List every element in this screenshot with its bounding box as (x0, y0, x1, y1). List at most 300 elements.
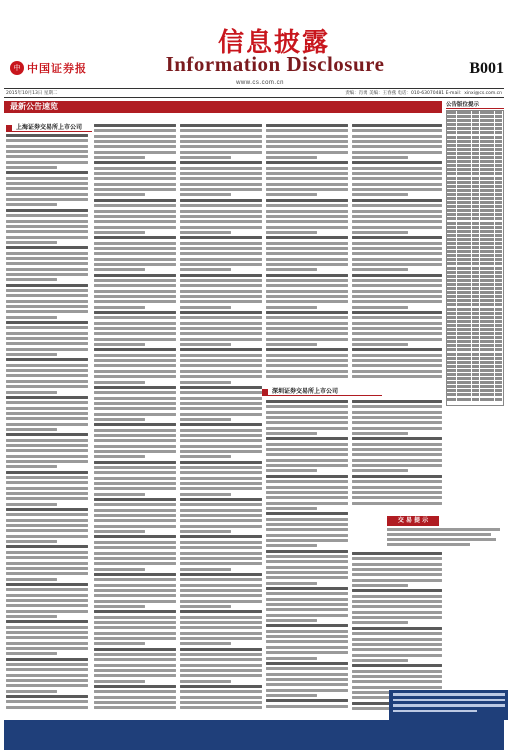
text-line (94, 140, 176, 143)
text-line (6, 578, 57, 581)
table-cell (495, 156, 502, 159)
text-column-5b (352, 400, 442, 510)
table-row (447, 189, 503, 192)
text-line (180, 610, 262, 613)
text-line (94, 535, 176, 538)
table-cell (457, 299, 471, 302)
text-line (94, 279, 176, 282)
text-line (94, 519, 176, 522)
text-line (6, 220, 88, 223)
text-line (180, 145, 262, 148)
section-header: 最新公告速览 (4, 101, 442, 113)
text-line (94, 167, 176, 170)
text-line (352, 632, 442, 635)
table-cell (495, 115, 502, 118)
text-line (6, 428, 57, 431)
table-cell (447, 193, 456, 196)
text-line (180, 407, 262, 410)
table-cell (447, 361, 456, 364)
table-row (447, 131, 503, 134)
text-line (180, 455, 231, 458)
table-cell (457, 291, 471, 294)
notice-position-table (446, 110, 504, 406)
text-line (266, 416, 348, 419)
text-line (94, 407, 176, 410)
text-line (266, 405, 348, 408)
table-cell (480, 168, 494, 171)
text-line (352, 204, 442, 207)
text-line (266, 699, 348, 702)
table-cell (457, 385, 471, 388)
table-cell (472, 172, 480, 175)
table-cell (480, 344, 494, 347)
table-cell (472, 344, 480, 347)
table-cell (480, 181, 494, 184)
text-line (266, 247, 348, 250)
table-cell (495, 287, 502, 290)
text-line (266, 608, 348, 611)
website-link[interactable]: www.cs.com.cn (236, 80, 284, 86)
text-line (352, 486, 442, 489)
table-cell (495, 373, 502, 376)
text-line (266, 560, 348, 563)
table-row (447, 164, 503, 167)
table-cell (480, 324, 494, 327)
text-line (94, 247, 176, 250)
table-row (447, 246, 503, 249)
text-line (94, 632, 176, 635)
table-cell (447, 205, 456, 208)
text-line (6, 342, 88, 345)
text-line (266, 188, 348, 191)
text-line (352, 311, 442, 314)
text-line (180, 188, 262, 191)
text-line (180, 519, 262, 522)
text-line (352, 448, 442, 451)
table-cell (457, 185, 471, 188)
text-line (180, 642, 231, 645)
text-line (352, 459, 442, 462)
table-cell (495, 136, 502, 139)
text-line (352, 659, 408, 662)
text-line (180, 701, 262, 704)
table-cell (447, 295, 456, 298)
table-cell (457, 177, 471, 180)
text-line (6, 241, 57, 244)
text-line (94, 354, 176, 357)
page-number: B001 (469, 60, 504, 77)
table-cell (472, 234, 480, 237)
text-line (266, 512, 348, 515)
text-line (266, 635, 348, 638)
text-line (180, 268, 231, 271)
table-cell (480, 348, 494, 351)
text-line (6, 460, 88, 463)
text-line (94, 284, 176, 287)
text-line (94, 664, 176, 667)
text-line (352, 595, 442, 598)
text-line (180, 439, 262, 442)
text-line (94, 156, 145, 159)
table-cell (495, 389, 502, 392)
table-cell (495, 119, 502, 122)
text-line (266, 411, 348, 414)
table-row (447, 234, 503, 237)
table-row (447, 168, 503, 171)
text-line (180, 231, 231, 234)
text-line (94, 487, 176, 490)
text-line (6, 278, 57, 281)
table-cell (457, 324, 471, 327)
text-line (352, 167, 442, 170)
text-line (180, 418, 231, 421)
text-line (6, 214, 88, 217)
text-line (352, 327, 442, 330)
table-row (447, 119, 503, 122)
table-cell (495, 365, 502, 368)
text-line (352, 680, 442, 683)
text-line (94, 541, 176, 544)
text-line (6, 481, 88, 484)
text-line (180, 482, 262, 485)
text-column-4 (266, 124, 348, 382)
table-cell (495, 172, 502, 175)
table-row (447, 156, 503, 159)
text-line (352, 670, 442, 673)
text-line (352, 151, 442, 154)
table-cell (480, 340, 494, 343)
text-line (266, 619, 317, 622)
table-cell (480, 140, 494, 143)
table-cell (495, 299, 502, 302)
table-cell (447, 279, 456, 282)
text-line (6, 556, 88, 559)
text-line (180, 167, 262, 170)
text-line (180, 295, 262, 298)
table-cell (447, 136, 456, 139)
text-line (180, 263, 262, 266)
text-line (266, 437, 348, 440)
text-line (6, 391, 57, 394)
table-cell (472, 295, 480, 298)
table-cell (495, 140, 502, 143)
text-line (94, 605, 145, 608)
table-cell (472, 373, 480, 376)
text-line (180, 584, 262, 587)
table-cell (447, 156, 456, 159)
text-line (6, 594, 88, 597)
text-line (266, 544, 317, 547)
text-line (352, 579, 442, 582)
table-cell (457, 197, 471, 200)
tip-text (387, 528, 505, 550)
text-line (6, 401, 88, 404)
text-line (352, 193, 408, 196)
table-cell (447, 340, 456, 343)
text-line (180, 300, 262, 303)
table-cell (472, 328, 480, 331)
table-row (447, 123, 503, 126)
text-line (266, 348, 348, 351)
text-line (352, 284, 442, 287)
text-line (180, 306, 231, 309)
text-line (266, 453, 348, 456)
text-line (352, 464, 442, 467)
text-line (94, 183, 176, 186)
text-line (266, 375, 348, 378)
text-line (266, 443, 348, 446)
text-line (266, 571, 348, 574)
table-cell (457, 328, 471, 331)
text-line (6, 209, 88, 212)
table-cell (495, 152, 502, 155)
text-line (180, 658, 262, 661)
table-cell (447, 140, 456, 143)
text-line (94, 466, 176, 469)
table-cell (480, 385, 494, 388)
text-line (94, 455, 145, 458)
text-line (94, 290, 176, 293)
table-cell (447, 324, 456, 327)
text-line (6, 412, 88, 415)
advertisement-banner[interactable] (4, 720, 504, 750)
text-line (180, 172, 262, 175)
table-row (447, 312, 503, 315)
table-cell (495, 295, 502, 298)
text-line (266, 364, 348, 367)
text-line (94, 514, 176, 517)
text-line (352, 416, 442, 419)
text-line (6, 385, 88, 388)
text-line (6, 700, 88, 703)
table-cell (447, 148, 456, 151)
table-cell (472, 299, 480, 302)
text-line (94, 434, 176, 437)
text-line (266, 129, 348, 132)
text-line (266, 322, 348, 325)
text-line (352, 300, 442, 303)
table-cell (495, 316, 502, 319)
text-line (94, 402, 176, 405)
text-line (6, 492, 88, 495)
text-column-5 (352, 124, 442, 382)
text-line (6, 668, 88, 671)
text-line (6, 369, 88, 372)
table-cell (495, 308, 502, 311)
text-column-1 (6, 134, 88, 714)
text-line (266, 614, 348, 617)
text-line (94, 391, 176, 394)
text-line (6, 348, 88, 351)
text-line (180, 274, 262, 277)
text-line (180, 226, 262, 229)
text-line (352, 172, 442, 175)
table-cell (480, 262, 494, 265)
text-line (352, 252, 442, 255)
text-line (6, 155, 88, 158)
table-cell (472, 271, 480, 274)
table-cell (480, 393, 494, 396)
table-row (447, 365, 503, 368)
table-cell (495, 250, 502, 253)
table-cell (472, 377, 480, 380)
text-line (180, 461, 262, 464)
text-line (266, 518, 348, 521)
table-cell (447, 267, 456, 270)
table-cell (447, 131, 456, 134)
table-cell (457, 332, 471, 335)
text-line (352, 210, 442, 213)
text-line (180, 477, 262, 480)
text-line (180, 685, 262, 688)
text-line (352, 354, 442, 357)
text-line (180, 509, 262, 512)
table-row (447, 254, 503, 257)
text-line (6, 182, 88, 185)
text-line (6, 225, 88, 228)
table-cell (495, 226, 502, 229)
table-cell (457, 393, 471, 396)
text-line (352, 338, 442, 341)
text-line (94, 268, 145, 271)
text-line (6, 503, 57, 506)
table-cell (472, 324, 480, 327)
table-cell (480, 111, 494, 114)
text-line (180, 546, 262, 549)
table-row (447, 267, 503, 270)
table-cell (472, 222, 480, 225)
text-line (352, 480, 442, 483)
text-line (94, 231, 145, 234)
table-cell (447, 398, 456, 401)
text-line (6, 449, 88, 452)
text-line (6, 529, 88, 532)
table-cell (480, 172, 494, 175)
text-line (6, 380, 88, 383)
newspaper-logo[interactable] (10, 60, 94, 76)
text-line (352, 161, 442, 164)
text-line (266, 667, 348, 670)
table-cell (457, 381, 471, 384)
table-cell (480, 283, 494, 286)
text-line (180, 135, 262, 138)
table-cell (447, 336, 456, 339)
text-line (6, 177, 88, 180)
text-line (6, 610, 88, 613)
text-line (266, 306, 317, 309)
table-cell (472, 119, 480, 122)
text-line (180, 696, 262, 699)
table-cell (472, 316, 480, 319)
text-line (180, 375, 262, 378)
text-line (266, 624, 348, 627)
table-cell (447, 127, 456, 130)
table-cell (472, 160, 480, 163)
table-cell (457, 205, 471, 208)
table-cell (480, 389, 494, 392)
table-cell (457, 308, 471, 311)
table-cell (472, 230, 480, 233)
table-row (447, 283, 503, 286)
table-cell (457, 320, 471, 323)
text-line (266, 183, 348, 186)
text-column-4b (266, 400, 348, 714)
table-cell (472, 389, 480, 392)
table-cell (457, 136, 471, 139)
text-line (266, 598, 348, 601)
text-line (94, 573, 176, 576)
table-cell (480, 258, 494, 261)
text-line (180, 690, 262, 693)
table-row (447, 348, 503, 351)
text-line (94, 648, 176, 651)
table-row (447, 172, 503, 175)
text-line (94, 193, 145, 196)
text-line (180, 402, 262, 405)
table-cell (447, 144, 456, 147)
text-line (6, 652, 57, 655)
table-cell (447, 246, 456, 249)
table-cell (480, 299, 494, 302)
table-cell (447, 348, 456, 351)
table-cell (457, 168, 471, 171)
text-line (352, 573, 442, 576)
text-line (180, 525, 262, 528)
table-row (447, 226, 503, 229)
table-cell (447, 381, 456, 384)
table-cell (495, 385, 502, 388)
table-cell (457, 115, 471, 118)
text-line (266, 295, 348, 298)
text-line (94, 584, 176, 587)
text-line (180, 552, 262, 555)
text-line (266, 651, 348, 654)
text-line (180, 199, 262, 202)
text-line (266, 236, 348, 239)
table-row (447, 140, 503, 143)
text-line (6, 262, 88, 265)
text-line (6, 626, 88, 629)
text-line (180, 338, 262, 341)
text-line (94, 210, 176, 213)
table-cell (495, 393, 502, 396)
table-cell (480, 189, 494, 192)
text-line (94, 332, 176, 335)
text-line (94, 381, 145, 384)
table-cell (480, 365, 494, 368)
text-line (180, 600, 262, 603)
table-cell (480, 320, 494, 323)
table-cell (457, 226, 471, 229)
table-cell (472, 205, 480, 208)
table-cell (457, 262, 471, 265)
text-line (6, 289, 88, 292)
table-cell (457, 398, 471, 401)
text-line (180, 161, 262, 164)
text-line (180, 204, 262, 207)
text-line (6, 187, 88, 190)
text-line (352, 279, 442, 282)
table-row (447, 136, 503, 139)
text-line (352, 411, 442, 414)
text-line (180, 413, 262, 416)
text-line (180, 632, 262, 635)
text-line (266, 400, 348, 403)
text-line (266, 252, 348, 255)
text-line (352, 432, 408, 435)
text-line (6, 326, 88, 329)
table-cell (480, 123, 494, 126)
